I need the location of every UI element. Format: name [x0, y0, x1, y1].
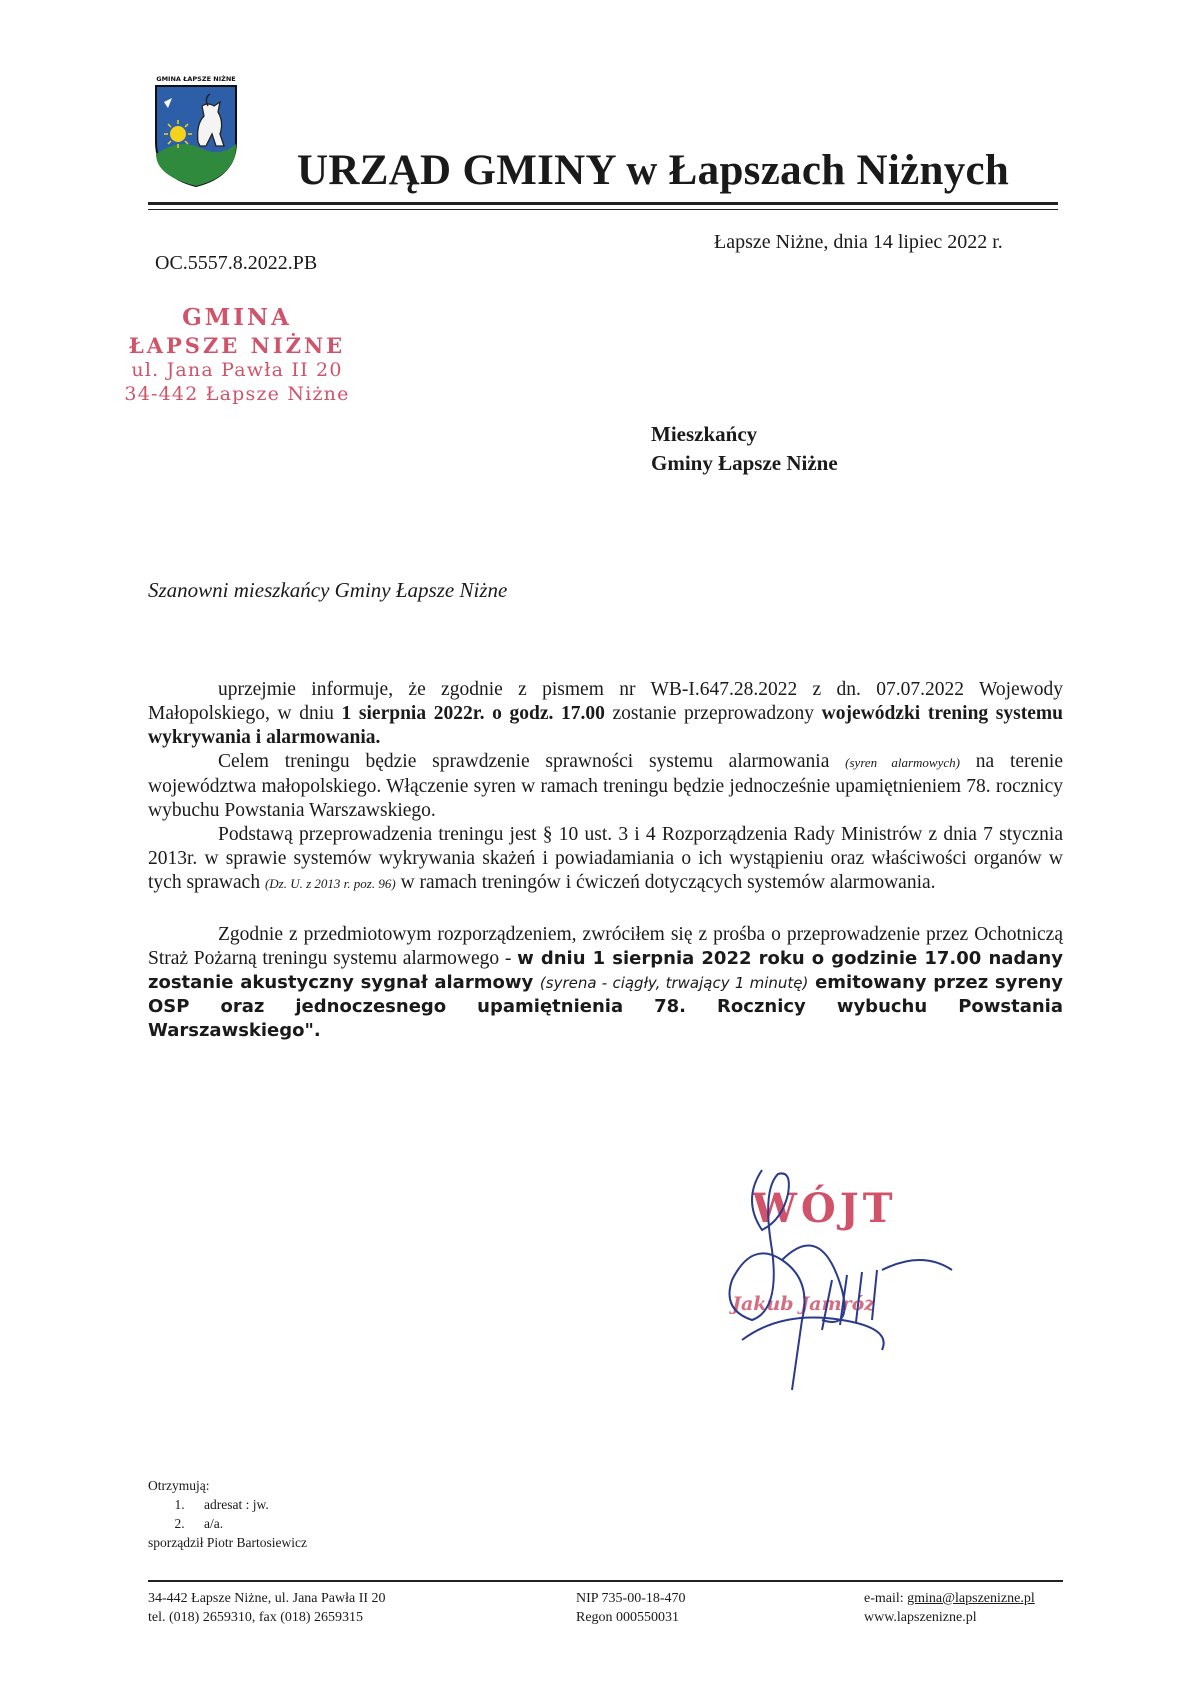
p4-text: Zgodnie z przedmiotowym rozporządzeniem, zwróciłem się z prośba o przeprowadzenie przez Ochotniczą Straż Pożarną treningu systemu alarmowego -	[148, 924, 1063, 969]
signature-block	[722, 1160, 1022, 1410]
paragraph-1	[148, 678, 1063, 750]
stamp-line-3: ul. Jana Pawła II 20	[131, 359, 343, 381]
footer-regon: Regon 000550031	[576, 1610, 680, 1625]
distribution-list	[148, 1476, 307, 1552]
p1-text: uprzejmie informuje, że zgodnie z pismem nr WB-I.647.28.2022 z dn. 07.07.2022 Wojewody Małopolskiego, w dniu	[148, 679, 1063, 724]
stamp-line-4: 34-442 Łapsze Niżne	[124, 382, 350, 405]
p4-bold-2: emitowany przez syreny OSP oraz jednoczesnego upamiętnienia 78. Rocznicy wybuchu Powstania Warszawskiego".	[148, 972, 1063, 1041]
p3-text: Podstawą przeprowadzenia treningu jest § 10 ust. 3 i 4 Rozporządzenia Rady Ministrów z dnia 7 stycznia 2013r. w sprawie systemów wykrywania skażeń i powiadamiania o ich wystąpieniu oraz właściwości organów w tych sprawach	[148, 824, 1063, 893]
office-stamp	[117, 304, 357, 407]
header-divider-thin	[148, 209, 1058, 210]
footer-email-line	[864, 1589, 1035, 1608]
coat-of-arms-icon	[150, 72, 242, 190]
letter-body	[148, 678, 1063, 1043]
p4-note: (syrena - ciągły, trwający 1 minutę)	[539, 974, 809, 992]
paragraph-4	[148, 923, 1063, 1043]
salutation: Szanowni mieszkańcy Gminy Łapsze Niżne	[148, 578, 508, 602]
signature-stamp-title: WÓJT	[752, 1185, 897, 1232]
footer-contact	[864, 1589, 1035, 1627]
place-and-date: Łapsze Niżne, dnia 14 lipiec 2022 r.	[714, 231, 1003, 253]
page-title: URZĄD GMINY w Łapszach Niżnych	[297, 147, 1010, 194]
recipient-line-2: Gminy Łapsze Niżne	[651, 451, 838, 475]
receivers-heading: Otrzymują:	[148, 1478, 210, 1493]
stamp-line-2: ŁAPSZE NIŻNE	[128, 332, 346, 358]
p2-note: (syren alarmowych)	[845, 755, 960, 770]
recipient-block	[651, 420, 838, 478]
footer-address	[148, 1589, 386, 1627]
p1-date: 1 sierpnia 2022r. o godz. 17.00	[341, 703, 605, 724]
footer-address-line: 34-442 Łapsze Niżne, ul. Jana Pawła II 20	[148, 1591, 386, 1606]
stamp-line-1: GMINA	[182, 304, 292, 331]
p3-citation: (Dz. U. z 2013 r. poz. 96)	[264, 876, 396, 891]
p2-text: Celem treningu będzie sprawdzenie sprawności systemu alarmowania	[218, 751, 846, 772]
email-label: e-mail:	[864, 1591, 908, 1606]
reference-number: OC.5557.8.2022.PB	[155, 252, 318, 274]
signature-stamp-name: Jakub Jamróz	[732, 1293, 876, 1315]
recipient-line-1: Mieszkańcy	[651, 422, 758, 446]
paragraph-2	[148, 750, 1063, 823]
p2-text-2: na terenie województwa małopolskiego. Włączenie syren w ramach treningu będzie jednocześnie upamiętnieniem 78. rocznicy wybuchu Powstania Warszawskiego.	[148, 751, 1063, 821]
footer-website[interactable]: www.lapszenizne.pl	[864, 1610, 977, 1625]
receiver-item: 1. adresat : jw.	[188, 1495, 307, 1514]
p1-bold: wojewódzki trening systemu wykrywania i alarmowania.	[148, 703, 1063, 748]
footer-nip: NIP 735-00-18-470	[576, 1591, 686, 1606]
p1-text-2: zostanie przeprowadzony	[604, 703, 822, 724]
email-link[interactable]: gmina@lapszenizne.pl	[907, 1591, 1035, 1606]
footer-divider	[148, 1580, 1063, 1582]
footer-ids	[576, 1589, 686, 1627]
header-divider	[148, 202, 1058, 205]
prepared-by: sporządził Piotr Bartosiewicz	[148, 1535, 307, 1550]
footer-phone-line: tel. (018) 2659310, fax (018) 2659315	[148, 1610, 364, 1625]
p3-text-2: w ramach treningów i ćwiczeń dotyczących systemów alarmowania.	[395, 872, 936, 893]
crest-caption: GMINA ŁAPSZE NIŻNE	[156, 75, 236, 83]
p4-bold: w dniu 1 sierpnia 2022 roku o godzinie 17.00 nadany zostanie akustyczny sygnał alarmowy	[148, 948, 1063, 993]
receiver-item: 2. a/a.	[188, 1514, 307, 1533]
paragraph-3	[148, 823, 1063, 896]
